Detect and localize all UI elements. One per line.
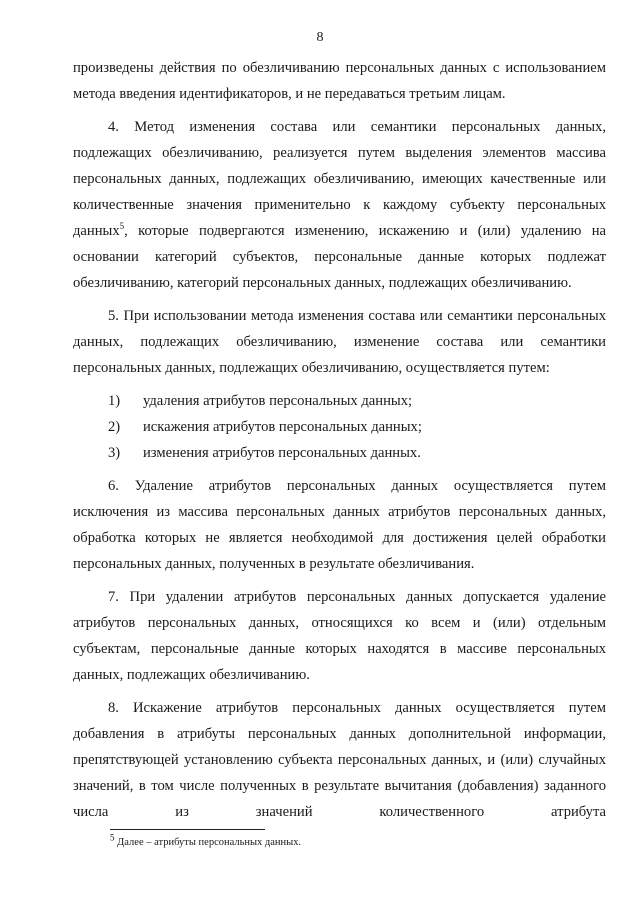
paragraph-7: 7. При удалении атрибутов персональных данных допускается удаление атрибутов персональных данных, относящихся ко всем и (или) отдельным субъектам, персональные данные которых находятся в массиве персональных данных, подлежащих обезличиванию.	[73, 589, 606, 683]
paragraph-8: 8. Искажение атрибутов персональных данных осуществляется путем добавления в атрибуты персональных данных дополнительной информации, препятствующей установлению субъекта персональных данных, и (или) случайных значений, в том числе полученных в результате вычитания (добавления) заданного числа из значений количественного атрибута	[73, 700, 606, 820]
list-text: искажения атрибутов персональных данных;	[143, 419, 422, 435]
list-text: изменения атрибутов персональных данных.	[143, 445, 421, 461]
page-number: 8	[316, 30, 324, 45]
list-item	[73, 440, 606, 466]
paragraph-4	[73, 114, 606, 296]
list-number: 3)	[108, 445, 121, 461]
footnote-divider	[110, 829, 265, 830]
paragraph-continuation: произведены действия по обезличиванию персональных данных с использованием метода введения идентификаторов, и не передаваться третьим лицам.	[73, 60, 606, 102]
paragraph-5: 5. При использовании метода изменения состава или семантики персональных данных, подлежащих обезличиванию, изменение состава или семантики персональных данных, подлежащих обезличиванию, осуществляется путем:	[73, 308, 606, 376]
paragraph-6: 6. Удаление атрибутов персональных данных осуществляется путем исключения из массива персональных данных атрибутов персональных данных, обработка которых не является необходимой для достижения целей обработки персональных данных, полученных в результате обезличивания.	[73, 478, 606, 572]
paragraph-4-text-cont: , которые подвергаются изменению, искажению и (или) удалению на основании категорий субъектов, персональные данные которых подлежат обезличиванию, категорий персональных данных, подлежащих обезличиванию.	[73, 223, 606, 291]
list-number: 1)	[108, 393, 121, 409]
list-text: удаления атрибутов персональных данных;	[143, 393, 413, 409]
list-item	[73, 414, 606, 440]
list-item	[73, 388, 606, 414]
footnote-mark: 5	[110, 832, 115, 843]
footnote	[110, 832, 610, 850]
body-text	[73, 55, 606, 832]
footnote-text: Далее – атрибуты персональных данных.	[114, 837, 302, 848]
paragraph-4-text: 4. Метод изменения состава или семантики персональных данных, подлежащих обезличиванию, реализуется путем выделения элементов массива персональных данных, подлежащих обезличиванию, имеющих качественные или количественные значения применительно к каждому субъекту персональных данных	[73, 119, 606, 239]
list-number: 2)	[108, 419, 121, 435]
footnote-reference: 5	[119, 221, 125, 232]
